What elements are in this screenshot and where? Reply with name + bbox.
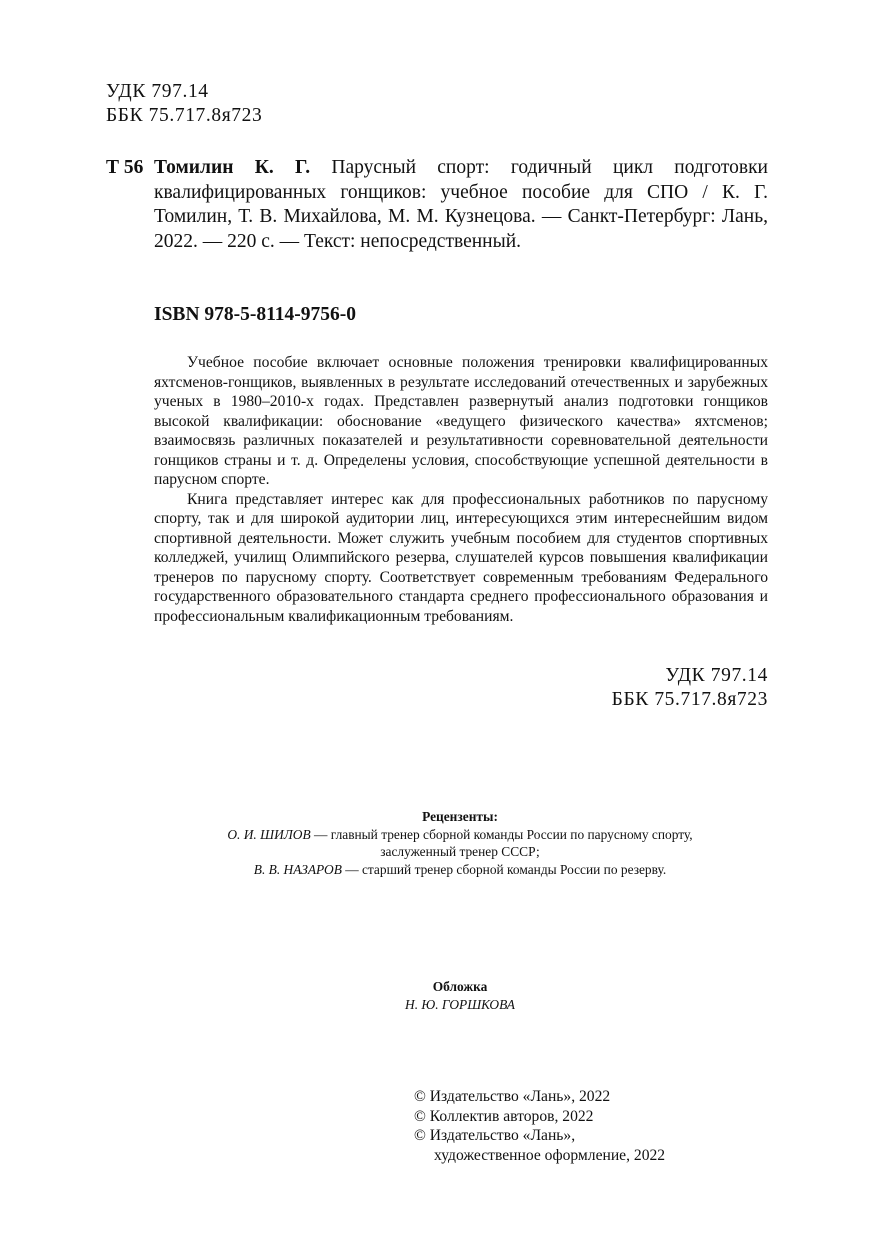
udk-code-bottom: УДК 797.14 <box>665 665 768 686</box>
cover-heading: Обложка <box>432 979 488 994</box>
author-lead: Томилин К. Г. <box>154 157 311 178</box>
reviewer-1-name: О. И. ШИЛОВ <box>227 826 311 842</box>
reviewer-1 <box>100 826 820 844</box>
copyright-line-3: © Издательство «Лань», <box>414 1127 576 1144</box>
abstract-paragraph-2: Книга представляет интерес как для профессиональных работников по парусному спорту, так и для широкой аудитории лиц, интересующихся этим интереснейшим видом спортивной деятельности. Может служить учебным пособием для студентов спортивных колледжей, училищ Олимпийского резерва, слушателей курсов повышения квалификации тренеров по парусному спорту. Соответствует современным требованиям Федерального государственного образовательного стандарта среднего профессионального образования и профессиональным квалификационным требованиям. <box>154 490 768 625</box>
cover-designer: Н. Ю. ГОРШКОВА <box>405 996 515 1012</box>
cover-credit <box>100 978 820 1013</box>
copyright-line-2: © Коллектив авторов, 2022 <box>414 1107 594 1125</box>
bibliographic-text: Парусный спорт: годичный цикл подготовки квалифицированных гонщиков: учебное пособие для СПО / К. Г. Томилин, Т. В. Михайлова, М. М. Кузнецова. — Санкт-Петербург: Лань, 2022. — 220 с. — Текст: непосредственный. <box>154 157 768 252</box>
udk-code: УДК 797.14 <box>106 81 209 102</box>
bbk-code-bottom: ББК 75.717.8я723 <box>611 689 768 710</box>
reviewer-1-desc-cont: заслуженный тренер СССР; <box>380 844 540 859</box>
copyright-block <box>414 1087 665 1165</box>
classification-top <box>106 80 262 128</box>
copyright-line-1: © Издательство «Лань», 2022 <box>414 1088 611 1105</box>
bbk-code: ББК 75.717.8я723 <box>106 105 263 126</box>
author-mark: Т 56 <box>106 157 144 178</box>
reviewer-2-desc: — старший тренер сборной команды России по резерву. <box>341 861 667 877</box>
reviewers-heading: Рецензенты: <box>422 809 498 824</box>
bibliographic-record <box>154 156 768 254</box>
reviewer-2-name: В. В. НАЗАРОВ <box>253 861 342 877</box>
reviewer-1-desc: — главный тренер сборной команды России по парусному спорту, <box>310 826 693 842</box>
abstract <box>154 353 768 626</box>
classification-bottom <box>500 664 768 712</box>
copyright-line-4: художественное оформление, 2022 <box>434 1146 666 1164</box>
reviewer-2 <box>100 861 820 879</box>
isbn: ISBN 978-5-8114-9756-0 <box>154 304 357 325</box>
reviewers-block <box>100 808 820 878</box>
abstract-paragraph-1: Учебное пособие включает основные положения тренировки квалифицированных яхтсменов-гонщиков, выявленных в результате исследований отечественных и зарубежных ученых в 1980–2010-х годах. Представлен развернутый анализ подготовки гонщиков высокой квалификации: обоснование «ведущего физического качества» яхтсменов; взаимосвязь различных показателей и результативности соревновательной деятельности гонщиков страны и т. д. Определены условия, способствующие успешной деятельности в парусном спорте. <box>154 354 768 488</box>
